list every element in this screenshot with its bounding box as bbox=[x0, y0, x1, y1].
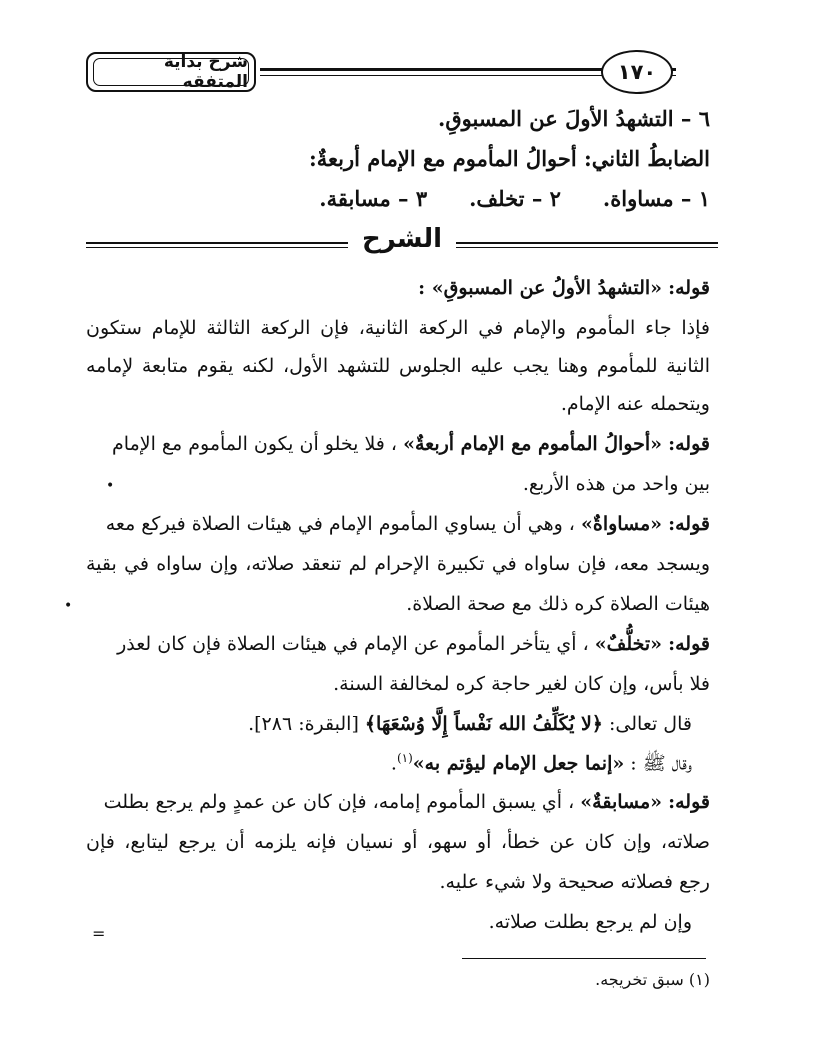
book-title-frame bbox=[86, 52, 256, 92]
margin-mark: = bbox=[92, 924, 106, 943]
body-line: الثانية للمأموم وهنا يجب عليه الجلوس للتشهد الأول، لكنه يقوم متابعة لإمامه bbox=[86, 355, 710, 377]
quote-lead: قوله: bbox=[668, 433, 710, 455]
body-text: قال تعالى: bbox=[609, 713, 692, 735]
quote: «مسابقةٌ» bbox=[580, 791, 663, 813]
quran-verse: ﴿لا يُكَلِّفُ الله نَفْساً إِلَّا وُسْعَهَا﴾ bbox=[364, 713, 603, 735]
page-number: ١٧٠ bbox=[601, 50, 673, 94]
body-line: هيئات الصلاة كره ذلك مع صحة الصلاة. bbox=[406, 593, 710, 615]
body-line bbox=[117, 633, 710, 655]
body-line: وإن لم يرجع بطلت صلاته. bbox=[488, 911, 692, 933]
section-heading-label: الشرح bbox=[361, 224, 443, 254]
page-header bbox=[86, 52, 718, 96]
body-line: فإذا جاء المأموم والإمام في الركعة الثانية، فإن الركعة الثالثة للإمام ستكون bbox=[86, 317, 710, 339]
footnote-rule bbox=[462, 958, 706, 959]
matn-list-item: ٣ – مسابقة. bbox=[319, 186, 428, 211]
body-text: ، أي يسبق المأموم إمامه، فإن كان عن عمدٍ ولم يرجع بطلت bbox=[103, 791, 575, 813]
quote-lead: قوله: bbox=[668, 513, 710, 535]
heading-rule-right bbox=[456, 242, 718, 248]
margin-mark: • bbox=[64, 598, 73, 614]
section-heading bbox=[86, 224, 718, 264]
hadith: «إنما جعل الإمام ليؤتم به» bbox=[412, 752, 625, 775]
body-line bbox=[391, 751, 692, 779]
body-line: فلا بأس، وإن كان لغير حاجة كره لمخالفة السنة. bbox=[333, 673, 710, 695]
body-text: ، أي يتأخر المأموم عن الإمام في هيئات الصلاة فإن كان لعذر bbox=[117, 633, 589, 655]
body-line: بين واحد من هذه الأربع. bbox=[522, 473, 710, 495]
body-line bbox=[418, 277, 710, 299]
matn-item-6: ٦ – التشهدُ الأولَ عن المسبوقِ. bbox=[438, 106, 710, 131]
quote: «التشهدُ الأولُ عن المسبوقِ» : bbox=[418, 277, 663, 299]
quote-lead: قوله: bbox=[668, 791, 710, 813]
quote-lead: قوله: bbox=[668, 277, 710, 299]
heading-rule-left bbox=[86, 242, 348, 248]
body-text: ، وهي أن يساوي المأموم الإمام في هيئات الصلاة فيركع معه bbox=[105, 513, 575, 535]
book-title: شرح بداية المتفقه bbox=[93, 58, 249, 86]
body-text: وقال ﷺ : bbox=[630, 752, 692, 775]
body-line bbox=[248, 713, 692, 735]
quote-lead: قوله: bbox=[668, 633, 710, 655]
footnote-marker: (١) bbox=[396, 751, 413, 765]
matn-rule-2: الضابطُ الثاني: أحوالُ المأموم مع الإمام أربعةٌ: bbox=[308, 146, 710, 171]
quote: «تخلُّفٌ» bbox=[594, 633, 663, 655]
verse-reference: [البقرة: ٢٨٦]. bbox=[248, 713, 359, 735]
body-line: ويسجد معه، فإن ساواه في تكبيرة الإحرام لم تنعقد صلاته، وإن ساواه في بقية bbox=[86, 553, 710, 575]
body-line: رجع فصلاته صحيحة ولا شيء عليه. bbox=[439, 871, 710, 893]
body-line: صلاته، وإن كان عن خطأ، أو سهو، أو نسيان فإنه يلزمه أن يرجع ليتابع، فإن bbox=[86, 831, 710, 853]
body-line bbox=[104, 791, 710, 813]
body-line bbox=[106, 513, 710, 535]
matn-list-item: ٢ – تخلف. bbox=[469, 186, 561, 211]
margin-mark: • bbox=[106, 478, 115, 494]
quote: «أحوالُ المأموم مع الإمام أربعةٌ» bbox=[403, 433, 663, 455]
body-line: ويتحمله عنه الإمام. bbox=[560, 393, 710, 415]
matn-list bbox=[277, 186, 710, 211]
body-text: ، فلا يخلو أن يكون المأموم مع الإمام bbox=[112, 433, 398, 455]
footnote: (١) سبق تخريجه. bbox=[595, 970, 710, 989]
matn-list-item: ١ – مساواة. bbox=[602, 186, 710, 211]
body-line bbox=[112, 433, 710, 455]
quote: «مساواةٌ» bbox=[580, 513, 663, 535]
body-text: . bbox=[390, 752, 397, 775]
